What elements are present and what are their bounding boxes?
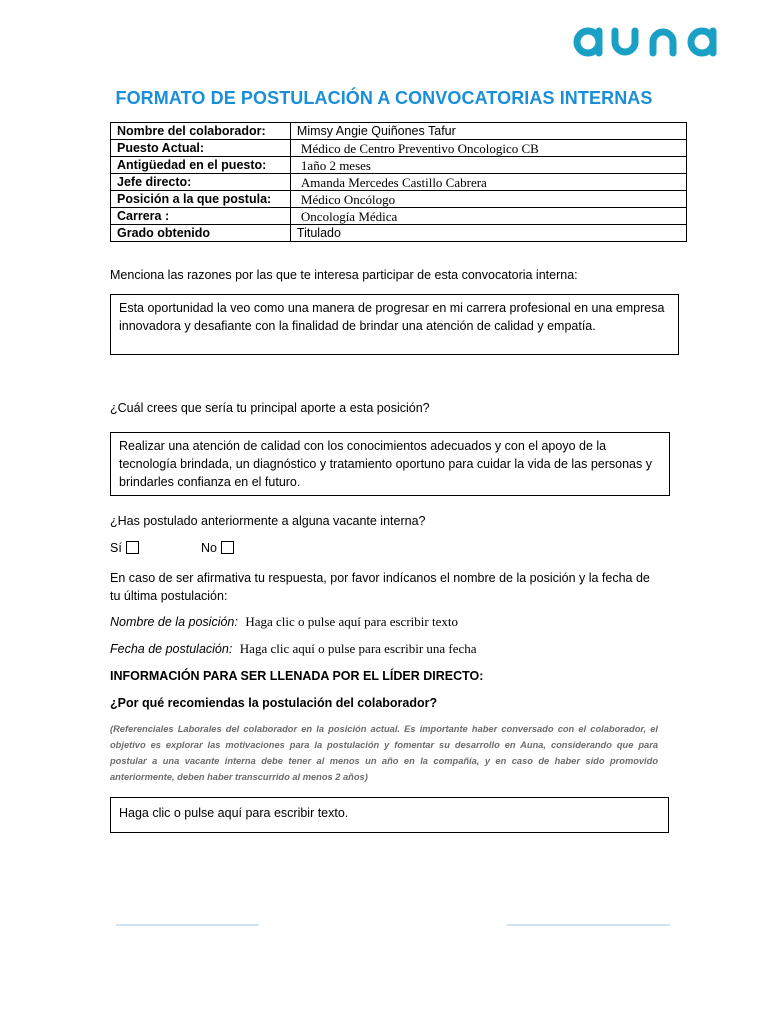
footer-line-left (116, 924, 259, 926)
previous-application-question: ¿Has postulado anteriormente a alguna vacante interna? (110, 514, 426, 528)
date-line (110, 641, 477, 657)
auna-logo (572, 18, 732, 58)
yes-option[interactable] (110, 541, 139, 555)
row-label: Nombre del colaborador: (111, 123, 291, 140)
table-row (111, 174, 687, 191)
recommendation-answer-box[interactable]: Haga clic o pulse aquí para escribir texto. (110, 797, 669, 833)
footer-line-right (507, 924, 670, 926)
collaborator-name-field[interactable]: Mimsy Angie Quiñones Tafur (290, 123, 686, 140)
reasons-answer-box[interactable]: Esta oportunidad la veo como una manera de progresar en mi carrera profesional en una empresa innovadora y desafiante con la finalidad de brindar una atención de calidad y empatía. (110, 294, 679, 355)
no-option[interactable] (201, 541, 234, 555)
date-input[interactable]: Haga clic aquí o pulse para escribir una fecha (239, 641, 477, 656)
row-label: Grado obtenido (111, 225, 291, 242)
reasons-question: Menciona las razones por las que te interesa participar de esta convocatoria interna: (110, 268, 578, 282)
contribution-question: ¿Cuál crees que sería tu principal aporte a esta posición? (110, 401, 430, 415)
table-row (111, 140, 687, 157)
yes-label: Sí (110, 541, 122, 555)
direct-manager-field[interactable]: Amanda Mercedes Castillo Cabrera (290, 174, 686, 191)
position-line (110, 614, 458, 630)
degree-field[interactable]: Titulado (290, 225, 686, 242)
row-label: Puesto Actual: (111, 140, 291, 157)
recommendation-question: ¿Por qué recomiendas la postulación del colaborador? (110, 696, 438, 710)
applicant-info-table (110, 122, 687, 242)
table-row (111, 157, 687, 174)
seniority-field[interactable]: 1año 2 meses (290, 157, 686, 174)
followup-instructions: En caso de ser afirmativa tu respuesta, por favor indícanos el nombre de la posición y la fecha de tu última postulación: (110, 571, 650, 603)
no-checkbox[interactable] (221, 541, 234, 554)
position-input[interactable]: Haga clic o pulse aquí para escribir texto (245, 614, 458, 629)
form-title: FORMATO DE POSTULACIÓN A CONVOCATORIAS INTERNAS (115, 88, 653, 108)
row-label: Posición a la que postula: (111, 191, 291, 208)
no-label: No (201, 541, 217, 555)
table-row (111, 225, 687, 242)
date-label: Fecha de postulación: (110, 642, 233, 656)
recommendation-note: (Referenciales Laborales del colaborador en la posición actual. Es importante haber conversado con el colaborador, el objetivo es explorar las motivaciones para la postulación y fomentar su desarrollo en Auna, considerando que para postular a una vacante interna debe tener al menos un año en la compañía, y en caso de haber sido promovido anteriormente, deben haber transcurrido al menos 2 años) (110, 724, 658, 782)
table-row (111, 208, 687, 225)
row-label: Antigüedad en el puesto: (111, 157, 291, 174)
table-row (111, 123, 687, 140)
row-label: Jefe directo: (111, 174, 291, 191)
leader-section-heading: INFORMACIÓN PARA SER LLENADA POR EL LÍDER DIRECTO: (110, 669, 484, 683)
yes-checkbox[interactable] (126, 541, 139, 554)
contribution-answer-box[interactable]: Realizar una atención de calidad con los conocimientos adecuados y con el apoyo de la tecnología brindada, un diagnóstico y tratamiento oportuno para cuidar la vida de las personas y brindarles confianza en el futuro. (110, 432, 670, 496)
table-row (111, 191, 687, 208)
current-position-field[interactable]: Médico de Centro Preventivo Oncologico CB (290, 140, 686, 157)
target-position-field[interactable]: Médico Oncólogo (290, 191, 686, 208)
position-label: Nombre de la posición: (110, 615, 238, 629)
career-field[interactable]: Oncología Médica (290, 208, 686, 225)
row-label: Carrera : (111, 208, 291, 225)
